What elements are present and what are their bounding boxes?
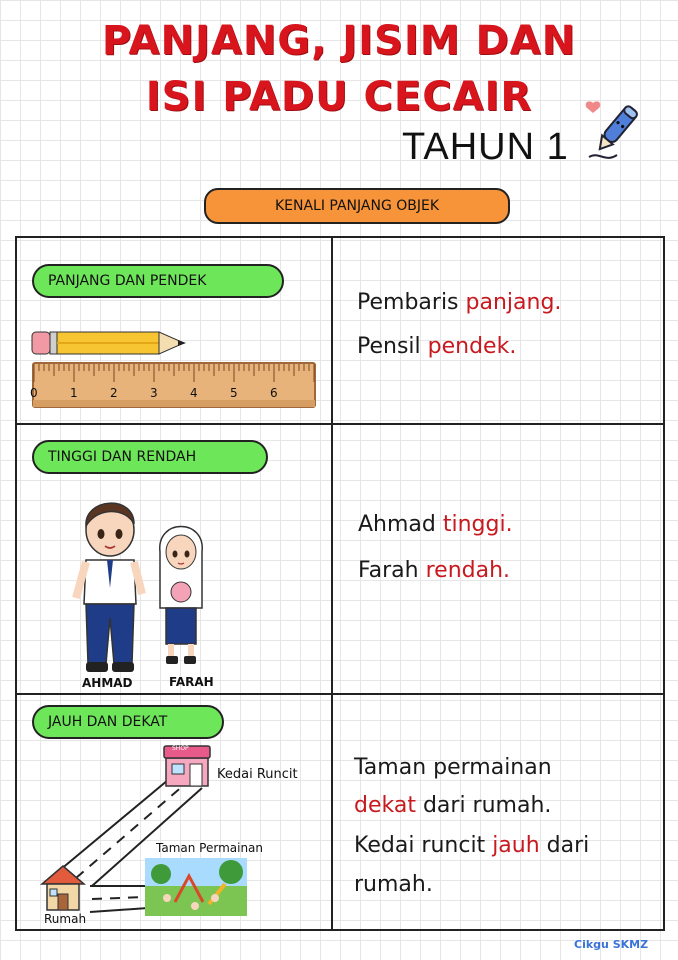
section-heading-length: PANJANG DAN PENDEK <box>32 264 284 298</box>
column-divider <box>331 236 333 931</box>
ruler-number: 3 <box>150 386 158 400</box>
shop-sign-text: SHOP <box>172 745 189 752</box>
ruler-number: 1 <box>70 386 78 400</box>
grade-label: TAHUN 1 <box>402 126 569 168</box>
sentence-park-line-2: dekat dari rumah. <box>354 793 552 818</box>
park-label: Taman Permainan <box>156 841 264 855</box>
section-heading-height: TINGGI DAN RENDAH <box>32 440 268 474</box>
house-icon <box>40 862 86 912</box>
ruler-number: 2 <box>110 386 118 400</box>
page-title-line-2: ISI PADU CECAIR <box>145 74 533 120</box>
sentence-ruler-long: Pembaris panjang. <box>357 290 562 315</box>
girl-farah-illustration <box>156 512 206 668</box>
boy-ahmad-illustration <box>74 488 146 674</box>
ruler-numbers <box>32 386 316 402</box>
boy-name-label: AHMAD <box>82 676 133 690</box>
pen-with-heart-icon <box>583 97 639 163</box>
row-divider-1 <box>15 423 665 425</box>
sentence-shop-line-1: Kedai runcit jauh dari <box>354 833 590 858</box>
sentence-pencil-short: Pensil pendek. <box>357 334 517 359</box>
section-heading-distance: JAUH DAN DEKAT <box>32 705 224 739</box>
sentence-shop-line-2: rumah. <box>354 872 433 897</box>
home-label: Rumah <box>44 912 87 926</box>
ruler-number: 0 <box>30 386 38 400</box>
sentence-park-line-1: Taman permainan <box>354 755 552 780</box>
sentence-farah-short: Farah rendah. <box>358 558 511 583</box>
ruler-number: 4 <box>190 386 198 400</box>
shop-label: Kedai Runcit <box>217 767 298 782</box>
topic-banner: KENALI PANJANG OBJEK <box>204 188 510 224</box>
sentence-ahmad-tall: Ahmad tinggi. <box>358 512 513 537</box>
row-divider-2 <box>15 693 665 695</box>
playground-icon <box>145 858 247 916</box>
ruler-number: 6 <box>270 386 278 400</box>
page-title-line-1: PANJANG, JISIM DAN <box>101 18 577 64</box>
ruler-number: 5 <box>230 386 238 400</box>
pencil-icon <box>32 330 192 356</box>
girl-name-label: FARAH <box>169 675 214 689</box>
author-credit: Cikgu SKMZ <box>574 938 649 951</box>
